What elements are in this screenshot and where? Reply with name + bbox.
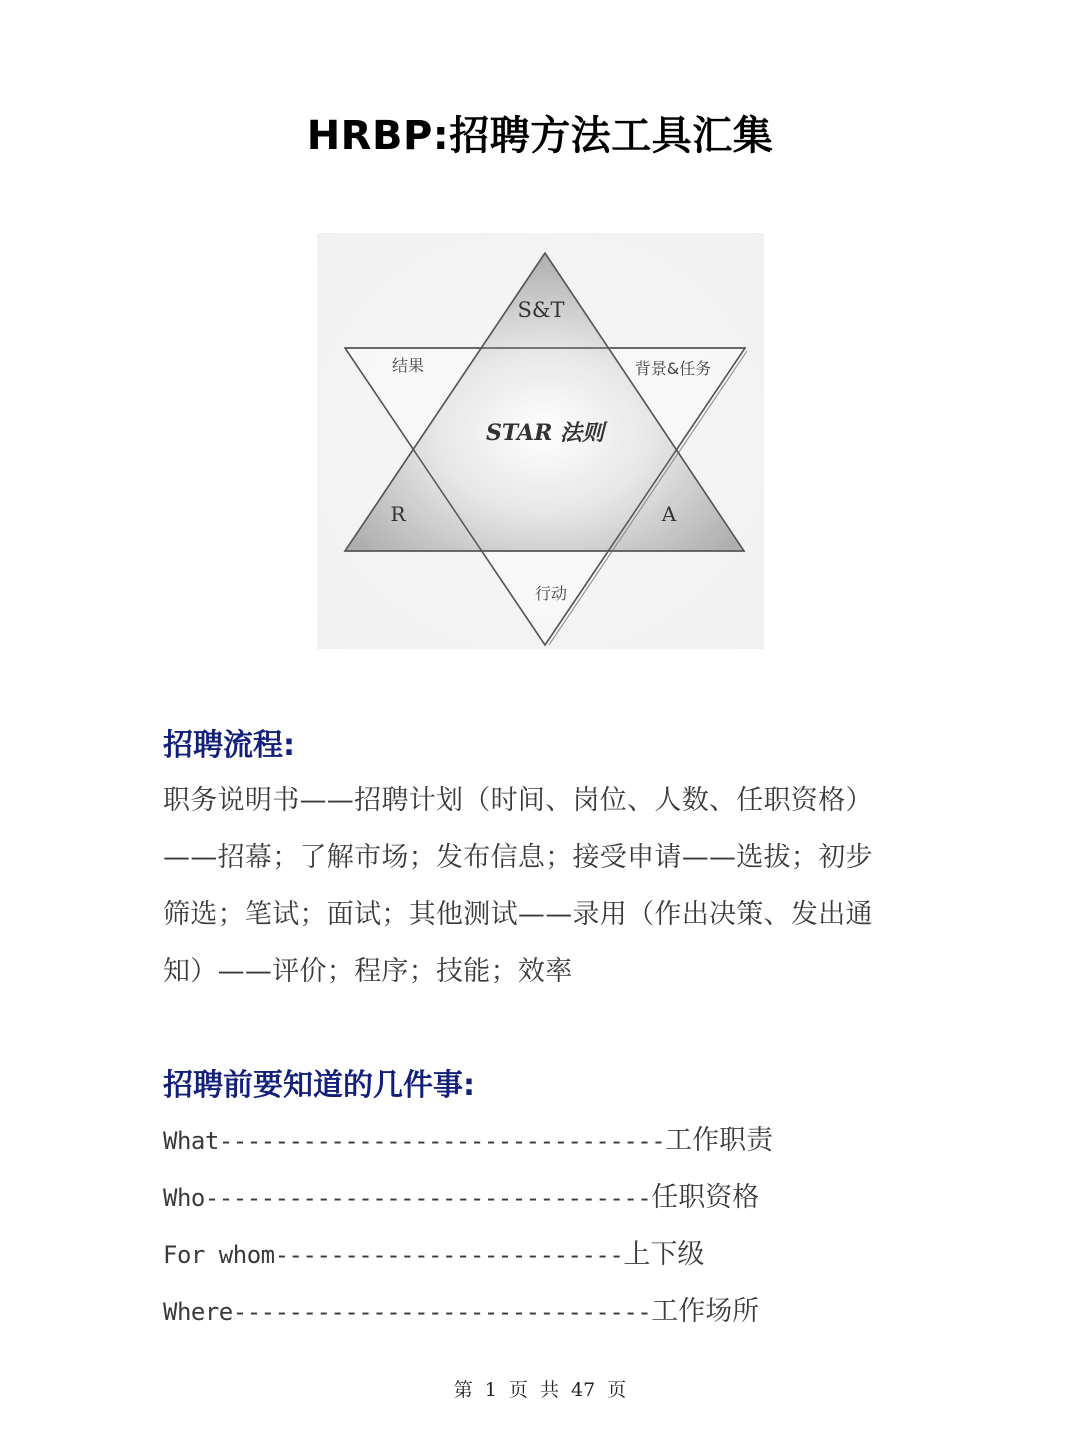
item-keyword: Who (163, 1184, 205, 1212)
list-item (163, 1118, 773, 1157)
item-dashes: -------------------------------- (204, 1184, 652, 1212)
item-dashes: ------------------------------ (232, 1298, 652, 1326)
label-r: R (390, 502, 406, 526)
label-star-rule: STAR 法则 (485, 420, 605, 446)
label-a: A (661, 502, 677, 526)
process-line-4: 知）——评价；程序；技能；效率 (163, 956, 573, 987)
process-line-1: 职务说明书——招聘计划（时间、岗位、人数、任职资格） (163, 785, 873, 816)
section-heading-recruitment-process: 招聘流程: (163, 728, 295, 763)
list-item (163, 1232, 704, 1271)
label-st: S&T (517, 298, 565, 322)
item-meaning: 任职资格 (651, 1182, 760, 1213)
star-method-diagram (317, 233, 764, 649)
list-item (163, 1289, 759, 1328)
item-keyword: For whom (163, 1241, 275, 1269)
item-keyword: Where (163, 1298, 233, 1326)
item-dashes: ------------------------- (274, 1241, 624, 1269)
page-footer: 第 1 页 共 47 页 (453, 1379, 627, 1401)
page-title: HRBP:招聘方法工具汇集 (306, 113, 774, 159)
item-dashes: -------------------------------- (218, 1127, 666, 1155)
label-background-task: 背景&任务 (634, 359, 712, 378)
section-heading-pre-recruitment: 招聘前要知道的几件事: (163, 1068, 475, 1103)
item-meaning: 上下级 (623, 1239, 705, 1270)
item-meaning: 工作职责 (665, 1125, 774, 1156)
label-result: 结果 (391, 356, 425, 375)
item-keyword: What (163, 1127, 219, 1155)
item-meaning: 工作场所 (651, 1296, 760, 1327)
label-action: 行动 (534, 584, 568, 603)
process-line-3: 筛选；笔试；面试；其他测试——录用（作出决策、发出通 (163, 899, 873, 930)
process-line-2: ——招幕；了解市场；发布信息；接受申请——选拔；初步 (163, 842, 873, 873)
list-item (163, 1175, 759, 1214)
